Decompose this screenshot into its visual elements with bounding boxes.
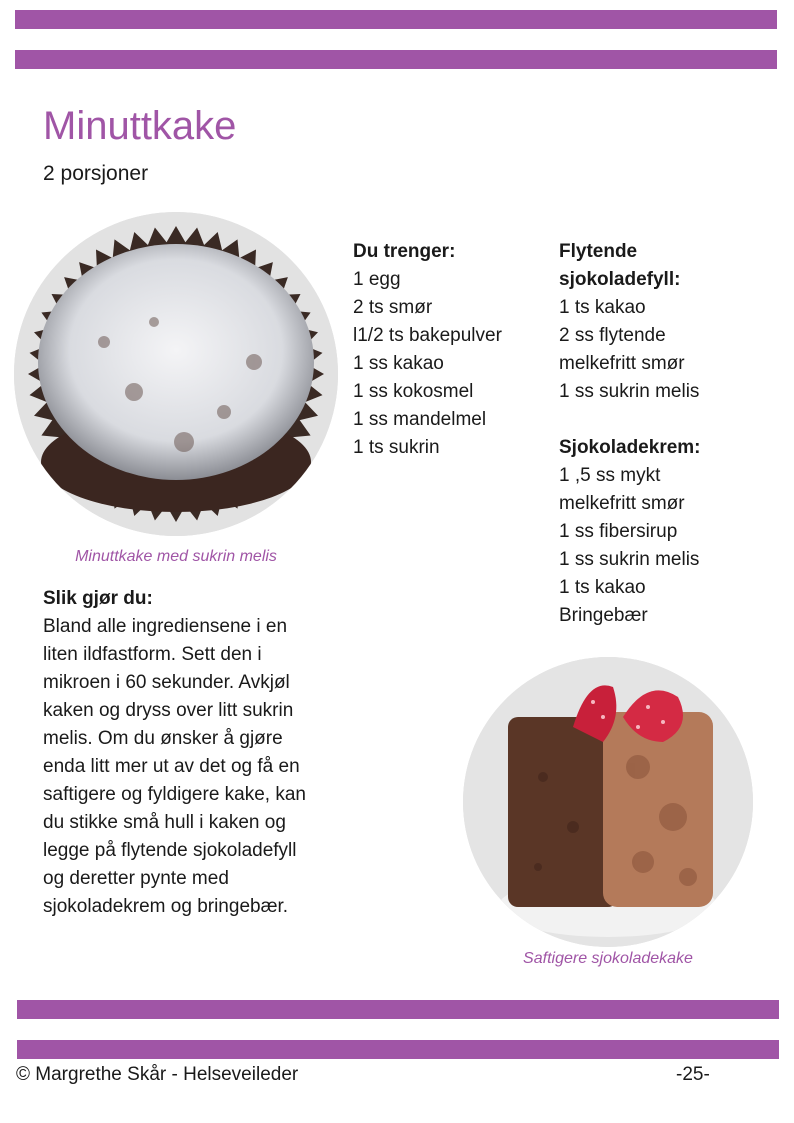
cake-photo-cream — [463, 657, 753, 947]
cake-illustration-cream — [463, 657, 753, 947]
cream-item: 1 ,5 ss mykt — [559, 465, 661, 486]
filling-item: melkefritt smør — [559, 353, 685, 374]
filling-heading-line2: sjokoladefyll: — [559, 269, 681, 290]
cake-caption-1: Minuttkake med sukrin melis — [75, 548, 277, 565]
ingredients-heading: Du trenger: — [353, 241, 456, 262]
cake-caption-2: Saftigere sjokoladekake — [523, 950, 693, 967]
footer-copyright: © Margrethe Skår - Helseveileder — [16, 1064, 299, 1085]
ingredient-item: l1/2 ts bakepulver — [353, 325, 502, 346]
filling-item: 2 ss flytende — [559, 325, 666, 346]
bottom-band-1 — [17, 1000, 779, 1019]
cream-item: Bringebær — [559, 605, 648, 626]
filling-item: 1 ts kakao — [559, 297, 646, 318]
cake-photo-sugar — [14, 212, 338, 536]
footer-page-number: -25- — [676, 1064, 710, 1085]
method-section — [43, 585, 308, 921]
method-text: Bland alle ingrediensene i en liten ildfastform. Sett den i mikroen i 60 sekunder. Avkjøl kaken og dryss over litt sukrin melis. Om du ønsker å gjøre enda litt mer ut av det og få en saftigere og fyldigere kake, kan du stikke små hull i kaken og legge på flytende sjokoladefyll og deretter pynte med sjokoladekrem og bringebær. — [43, 616, 306, 917]
cream-heading: Sjokoladekrem: — [559, 437, 701, 458]
method-heading: Slik gjør du: — [43, 588, 153, 609]
servings-text: 2 porsjoner — [43, 162, 149, 185]
cream-item: melkefritt smør — [559, 493, 685, 514]
ingredient-item: 1 ss kokosmel — [353, 381, 474, 402]
ingredients-list — [353, 238, 502, 462]
bottom-band-2 — [17, 1040, 779, 1059]
ingredient-item: 1 ss kakao — [353, 353, 444, 374]
ingredient-item: 1 ts sukrin — [353, 437, 440, 458]
top-band-1 — [15, 10, 777, 29]
top-band-2 — [15, 50, 777, 69]
filling-item: 1 ss sukrin melis — [559, 381, 700, 402]
cream-item: 1 ss sukrin melis — [559, 549, 700, 570]
ingredient-item: 2 ts smør — [353, 297, 433, 318]
ingredient-item: 1 ss mandelmel — [353, 409, 487, 430]
filling-cream-list — [559, 238, 701, 630]
cake-illustration-sugar — [14, 212, 338, 536]
cream-item: 1 ss fibersirup — [559, 521, 678, 542]
filling-heading-line1: Flytende — [559, 241, 638, 262]
cream-item: 1 ts kakao — [559, 577, 646, 598]
ingredient-item: 1 egg — [353, 269, 401, 290]
recipe-title: Minuttkake — [43, 104, 237, 148]
